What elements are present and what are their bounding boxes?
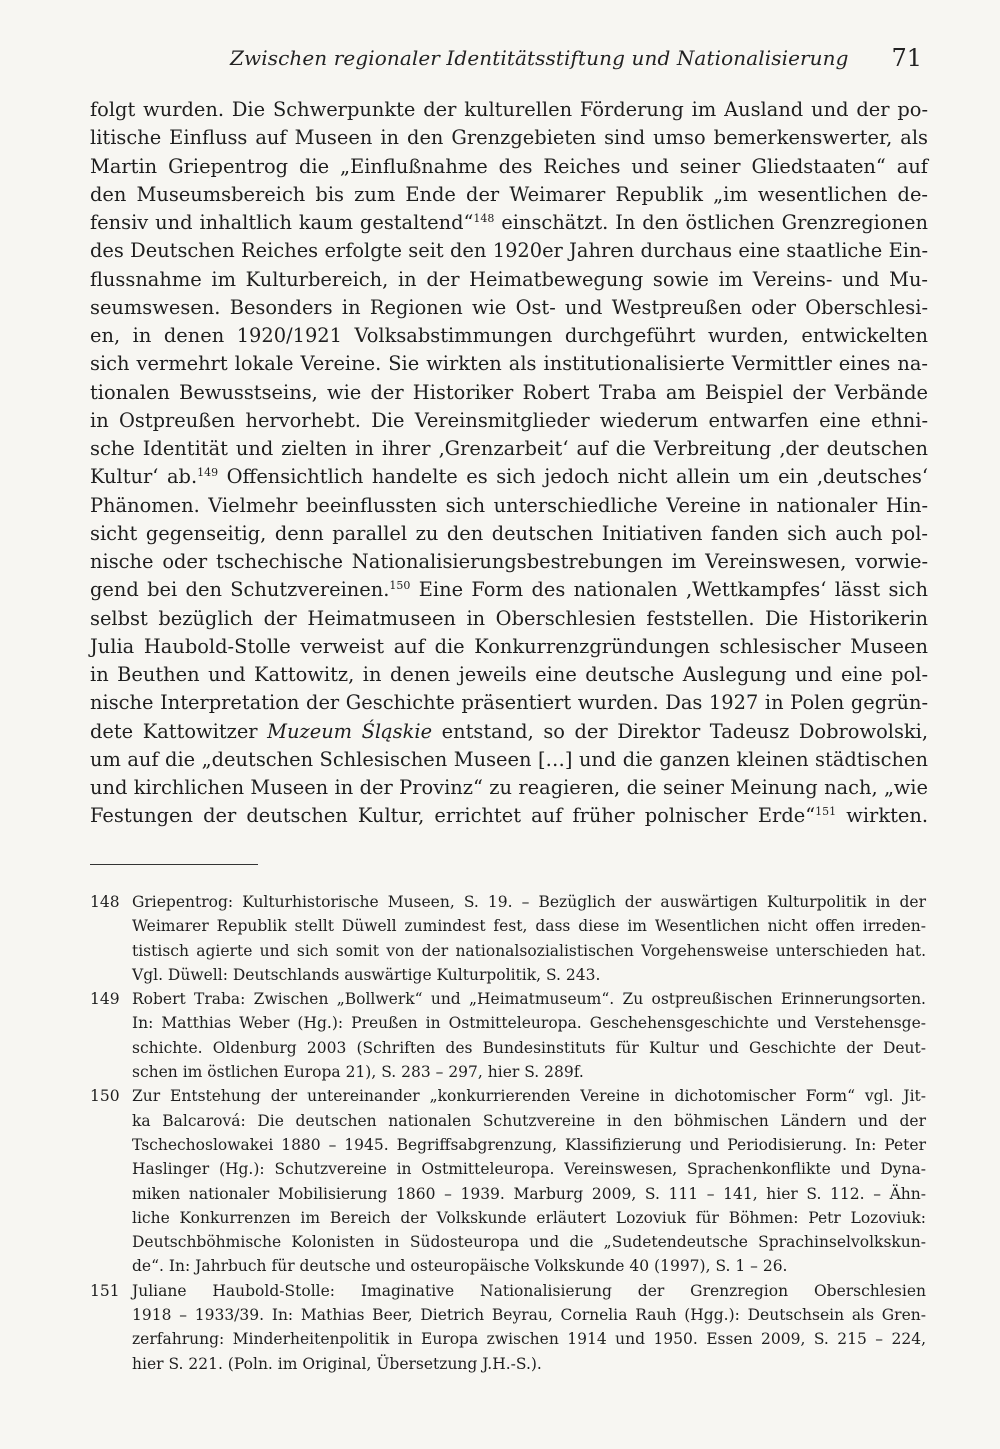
footnote-line: 1918 – 1933/39. In: Mathias Beer, Dietrich Beyrau, Cornelia Rauh (Hgg.): Deutschsein als Gren-: [132, 1306, 926, 1325]
body-line: sche Identität und zielten in ihrer ‚Grenzarbeit‘ auf die Verbreitung ‚der deutschen: [90, 437, 928, 460]
footnote-line: miken nationaler Mobilisierung 1860 – 1939. Marburg 2009, S. 111 – 141, hier S. 112. – Ähn-: [132, 1184, 926, 1203]
body-text-segment: Eine Form des nationalen ‚Wettkampfes‘ lässt sich: [410, 578, 928, 602]
body-text-segment: entstand, so der Direktor Tadeusz Dobrowolski,: [432, 719, 929, 743]
footnote-number: 149: [90, 990, 120, 1009]
body-line: und kirchlichen Museen in der Provinz“ zu reagieren, die seiner Meinung nach, „wie: [90, 776, 928, 799]
footnote-line: tistisch agierte und sich somit von der nationalsozialistischen Vorgehensweise unterschieden hat.: [132, 941, 926, 960]
footnote-line: Tschechoslowakei 1880 – 1945. Begriffsabgrenzung, Klassifizierung und Periodisierung. In: Peter: [132, 1135, 926, 1154]
footnote-number: 151: [90, 1281, 120, 1300]
body-line: nische Interpretation der Geschichte präsentiert wurden. Das 1927 in Polen gegrün-: [90, 691, 928, 715]
footnote-149: [90, 987, 926, 1084]
footnote-line: zerfahrung: Minderheitenpolitik in Europa zwischen 1914 und 1950. Essen 2009, S. 215 – 224,: [132, 1330, 926, 1349]
footnote-line: hier S. 221. (Poln. im Original, Übersetzung J.H.-S.).: [132, 1354, 542, 1373]
body-line: in Beuthen und Kattowitz, in denen jeweils eine deutsche Auslegung und eine pol-: [90, 663, 928, 686]
body-line: tionalen Bewusstseins, wie der Historiker Robert Traba am Beispiel der Verbände: [90, 380, 928, 404]
italic-term: Muzeum Śląskie: [267, 719, 433, 743]
footnotes: [90, 890, 926, 1376]
footnote-line: ka Balcarová: Die deutschen nationalen Schutzvereine in den böhmischen Ländern und der: [132, 1111, 926, 1130]
body-line: Phänomen. Vielmehr beeinflussten sich unterschiedliche Vereine in nationaler Hin-: [90, 493, 928, 517]
footnote-line: schen im östlichen Europa 21), S. 283 – 297, hier S. 289f.: [132, 1063, 584, 1082]
body-line: nische oder tschechische Nationalisierungsbestrebungen im Vereinswesen, vorwie-: [90, 550, 928, 573]
body-line: den Museumsbereich bis zum Ende der Weimarer Republik „im wesentlichen de-: [90, 182, 928, 206]
body-text-segment: dete Kattowitzer: [90, 719, 268, 743]
footnote-number: 150: [90, 1087, 120, 1106]
footnote-line: Deutschböhmische Kolonisten in Südosteuropa und die „Sudetendeutsche Sprachinselvolkskun-: [132, 1233, 926, 1252]
body-text-segment: wirkten.: [836, 804, 929, 828]
footnote-line: Vgl. Düwell: Deutschlands auswärtige Kulturpolitik, S. 243.: [132, 965, 601, 984]
footnote-150: [90, 1084, 926, 1278]
body-text: [90, 96, 928, 831]
body-line: des Deutschen Reiches erfolgte seit den 1920er Jahren durchaus eine staatliche Ein-: [90, 239, 928, 263]
body-text-segment: Festungen der deutschen Kultur, errichtet auf früher polnischer Erde“: [90, 804, 816, 828]
running-title: Zwischen regionaler Identitätsstiftung und Nationalisierung: [230, 46, 849, 70]
footnote-line: Robert Traba: Zwischen „Bollwerk“ und „Heimatmuseum“. Zu ostpreußischen Erinnerungsorten.: [132, 990, 926, 1009]
footnote-separator: [90, 864, 258, 865]
body-line: selbst bezüglich der Heimatmuseen in Oberschlesien feststellen. Die Historikerin: [90, 606, 928, 630]
body-text-segment: Kultur‘ ab.: [90, 465, 198, 489]
body-line: in Ostpreußen hervorhebt. Die Vereinsmitglieder wiederum entwarfen eine ethni-: [90, 408, 928, 432]
body-line: [90, 463, 928, 491]
body-line: [90, 718, 928, 746]
footnote-line: Weimarer Republik stellt Düwell zumindest fest, dass diese im Wesentlichen nicht offen irreden-: [132, 917, 926, 936]
footnote-number: 148: [90, 893, 120, 911]
footnote-line: Zur Entstehung der untereinander „konkurrierenden Vereine in dichotomischer Form“ vgl. Jit-: [132, 1087, 926, 1106]
footnote-151: [90, 1279, 926, 1376]
footnote-ref: 148: [473, 212, 495, 225]
footnote-line: liche Konkurrenzen im Bereich der Volkskunde erläutert Lozoviuk für Böhmen: Petr Lozoviuk:: [132, 1208, 926, 1227]
body-text-segment: gend bei den Schutzvereinen.: [90, 578, 390, 602]
body-line: um auf die „deutschen Schlesischen Museen […] und die ganzen kleinen städtischen: [90, 747, 928, 771]
footnote-line: Juliane Haubold-Stolle: Imaginative Nationalisierung der Grenzregion Oberschlesien: [132, 1281, 926, 1300]
body-line: litische Einfluss auf Museen in den Grenzgebieten sind umso bemerkenswerter, als: [90, 126, 928, 150]
footnote-148: [90, 890, 926, 987]
footnote-line: schichte. Oldenburg 2003 (Schriften des Bundesinstituts für Kultur und Geschichte der Deut-: [132, 1038, 926, 1057]
body-line: flussnahme im Kulturbereich, in der Heimatbewegung sowie im Vereins- und Mu-: [90, 267, 928, 291]
body-text-segment: einschätzt. In den östlichen Grenzregionen: [494, 211, 929, 234]
footnote-line: de“. In: Jahrbuch für deutsche und osteuropäische Volkskunde 40 (1997), S. 1 – 26.: [132, 1257, 788, 1276]
running-head: [90, 44, 932, 84]
body-line: en, in denen 1920/1921 Volksabstimmungen durchgeführt wurden, entwickelten: [90, 324, 928, 347]
footnote-line: Griepentrog: Kulturhistorische Museen, S. 19. – Bezüglich der auswärtigen Kulturpolitik in der: [132, 893, 926, 911]
body-line: Martin Griepentrog die „Einflußnahme des Reiches und seiner Gliedstaaten“ auf: [90, 154, 928, 178]
footnote-line: Haslinger (Hg.): Schutzvereine in Ostmitteleuropa. Vereinswesen, Sprachenkonflikte und Dyna-: [132, 1160, 926, 1179]
body-text-segment: Offensichtlich handelte es sich jedoch nicht allein um ein ‚deutsches‘: [218, 465, 928, 489]
footnote-ref: 150: [389, 579, 411, 593]
footnote-ref: 149: [197, 466, 219, 480]
body-line: sicht gegenseitig, denn parallel zu den deutschen Initiativen fanden sich auch pol-: [90, 521, 928, 545]
body-line: Julia Haubold-Stolle verweist auf die Konkurrenzgründungen schlesischer Museen: [90, 634, 928, 658]
body-line: [90, 576, 928, 604]
body-text-segment: fensiv und inhaltlich kaum gestaltend“: [90, 211, 474, 234]
body-line: seumswesen. Besonders in Regionen wie Ost- und Westpreußen oder Oberschlesi-: [90, 295, 928, 319]
body-line: [90, 802, 928, 830]
footnote-line: In: Matthias Weber (Hg.): Preußen in Ostmitteleuropa. Geschehensgeschichte und Verstehensge-: [132, 1014, 926, 1033]
body-line: sich vermehrt lokale Vereine. Sie wirkten als institutionalisierte Vermittler eines na-: [90, 352, 928, 376]
body-line: [90, 209, 928, 237]
body-line: folgt wurden. Die Schwerpunkte der kulturellen Förderung im Ausland und der po-: [90, 98, 928, 121]
footnote-ref: 151: [815, 805, 837, 819]
page-number: 71: [891, 44, 922, 72]
